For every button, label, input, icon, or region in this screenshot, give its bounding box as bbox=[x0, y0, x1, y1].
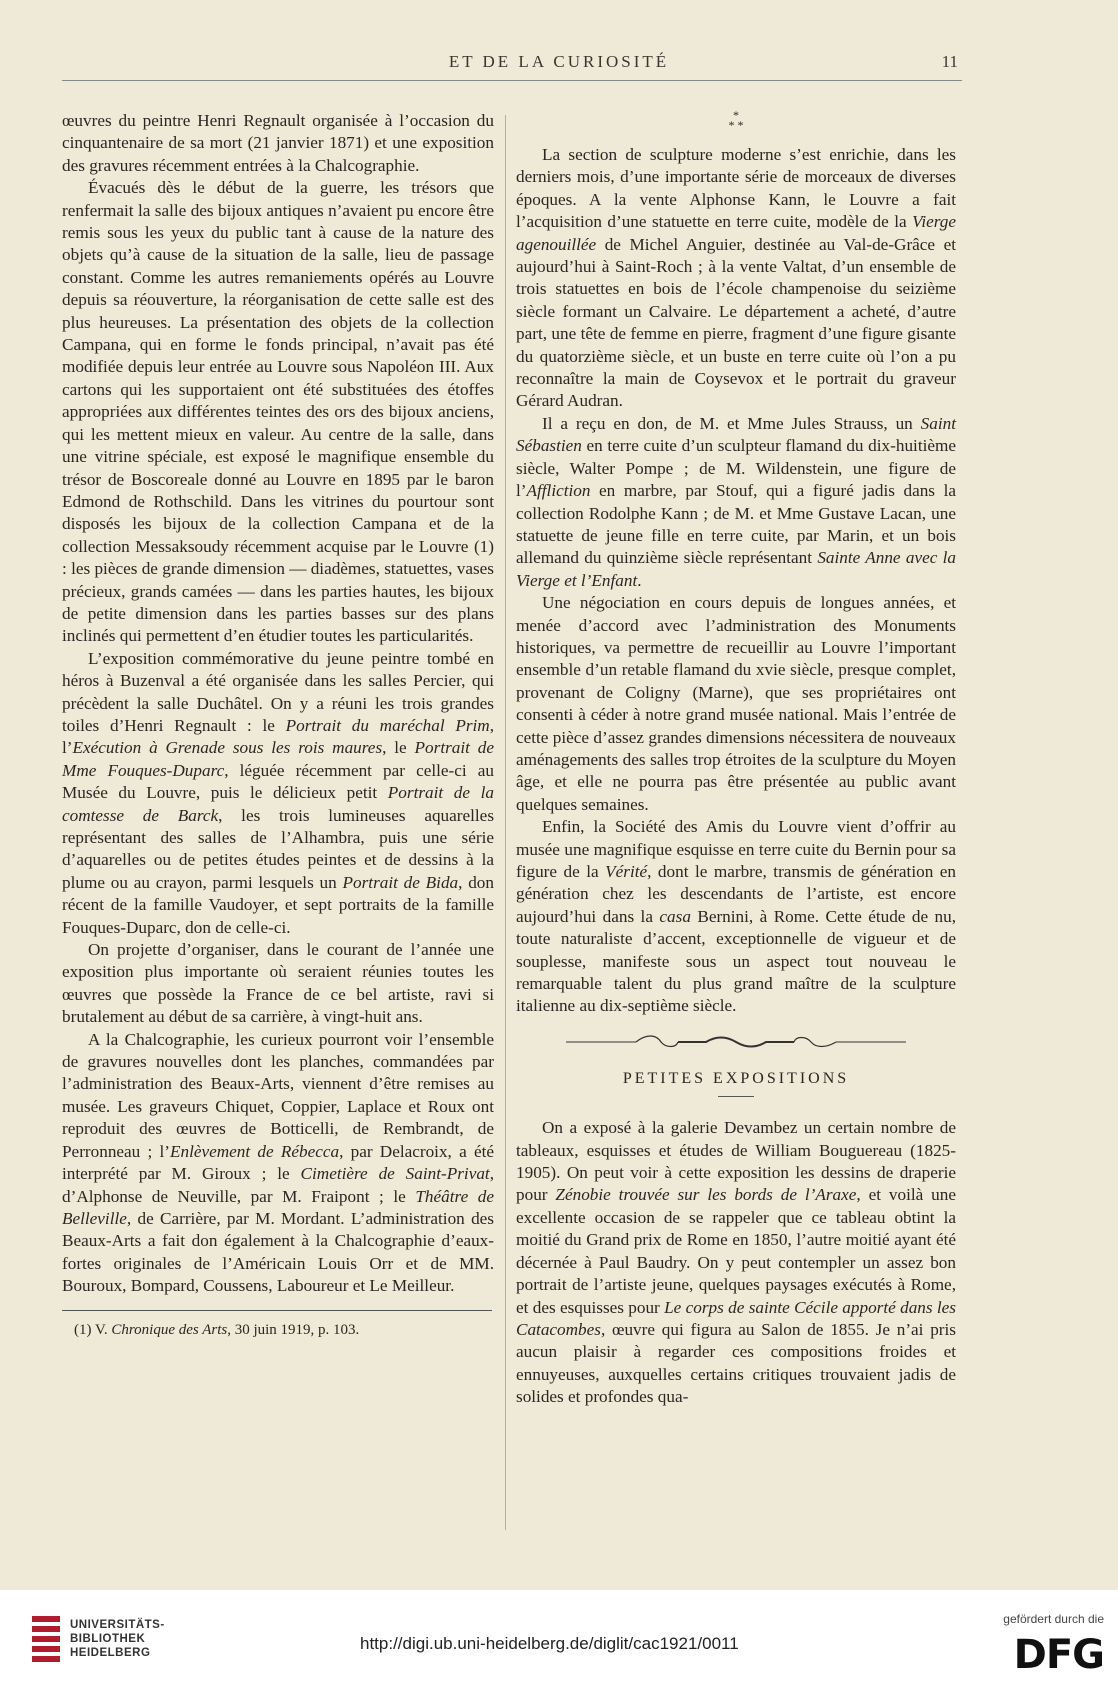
right-column bbox=[516, 110, 956, 1409]
paragraph: On a exposé à la galerie Devambez un certain nombre de tableaux, esquisses et études de William Bouguereau (1825-1905). On peut voir à cette exposition les dessins de draperie pour Zénobie trouvée sur les bords de l’Araxe, et voilà une excellente occasion de se rappeler que ce tableau obtint la moitié du Grand prix de Rome en 1850, l’autre moitié ayant été décernée à Paul Baudry. On y peut contempler un assez bon portrait de l’artiste jeune, quelques paysages exécutés à Rome, et des esquisses pour Le corps de sainte Cécile apporté dans les Catacombes, œuvre qui figura au Salon de 1855. Je n’ai pris aucun plaisir à regarder ces compositions froides et ennuyeuses, auxquelles certains critiques trouvaient jadis de solides et profondes qua- bbox=[516, 1118, 956, 1407]
paragraph: A la Chalcographie, les curieux pourront voir l’ensemble de gravures nouvelles dont les planches, commandées par l’administration des Beaux-Arts, viennent d’être remises au musée. Les graveurs Chiquet, Coppier, Laplace et Roux ont reproduit des œuvres de Botticelli, de Rembrandt, de Perronneau ; l’Enlèvement de Rébecca, par Delacroix, a été interprété par M. Giroux ; le Cimetière de Saint-Privat, d’Alphonse de Neuville, par M. Fraipont ; le Théâtre de Belleville, de Carrière, par M. Mordant. L’administration des Beaux-Arts a fait don également à la Chalcographie d’eaux-fortes originales de l’Américain Louis Orr et de MM. Bouroux, Bompard, Coussens, Laboureur et Le Meilleur. bbox=[62, 1029, 494, 1296]
title-rule bbox=[718, 1096, 754, 1097]
running-head: ET DE LA CURIOSITÉ bbox=[448, 52, 670, 71]
ornament-divider bbox=[516, 1030, 956, 1058]
library-name: UNIVERSITÄTS- BIBLIOTHEK HEIDELBERG bbox=[70, 1619, 165, 1659]
footnote: (1) V. Chronique des Arts, 30 juin 1919, p. 103. bbox=[74, 1321, 360, 1338]
header-rule bbox=[62, 80, 962, 81]
asterism: * * * bbox=[728, 108, 744, 132]
column-divider bbox=[505, 115, 506, 1530]
paragraph: L’exposition commémorative du jeune peintre tombé en héros à Buzenval a été organisée dans les salles Percier, qui précèdent la salle Duchâtel. On y a réuni les trois grandes toiles d’Henri Regnault : le Portrait du maréchal Prim, l’Exécution à Grenade sous les rois maures, le Portrait de Mme Fouques-Duparc, léguée récemment par celle-ci au Musée du Louvre, puis le délicieux petit Portrait de la comtesse de Barck, les trois lumineuses aquarelles représentant des salles de l’Alhambra, puis une série d’aquarelles ou de petites études peintes et de dessins à la plume ou au crayon, parmi lesquels un Portrait de Bida, don récent de la famille Vaudoyer, et sept portraits de la famille Fouques-Duparc, don de celle-ci. bbox=[62, 648, 495, 937]
paragraph: Enfin, la Société des Amis du Louvre vient d’offrir au musée une magnifique esquisse en terre cuite du Bernin pour sa figure de la Vérité, dont le marbre, transmis de génération en génération chez les descendants de l’artiste, est encore aujourd’hui dans la casa Bernini, à Rome. Cette étude de nu, toute naturaliste d’accent, exceptionnelle de vigueur et de souplesse, manifeste sous un aspect tout nouveau le remarquable talent du plus grand maître de la sculpture italienne au dix-septième siècle. bbox=[516, 817, 956, 1016]
page-number: 11 bbox=[941, 52, 958, 71]
permalink-url[interactable]: http://digi.ub.uni-heidelberg.de/diglit/cac1921/0011 bbox=[360, 1634, 739, 1653]
paragraph: Une négociation en cours depuis de longues années, et menée d’accord avec l’administration des Monuments historiques, va permettre de recueillir au Louvre l’important ensemble d’un retable flamand du xvie siècle, presque complet, provenant de Coligny (Marne), que ses propriétaires ont consenti à céder à notre grand musée national. Mais l’entrée de cette pièce d’assez grandes dimensions nécessitera de nouveaux aménagements des salles trop étroites de la sculpture du Moyen âge, et elle ne pourra pas être présentée au public avant quelques semaines. bbox=[516, 593, 956, 814]
paragraph: On projette d’organiser, dans le courant de l’année une exposition plus importante où seraient réunies toutes les œuvres que possède la France de ce bel artiste, ravi si brutalement au début de sa carrière, à vingt-huit ans. bbox=[62, 940, 494, 1027]
footnote-rule bbox=[62, 1310, 492, 1311]
paragraph: La section de sculpture moderne s’est enrichie, dans les derniers mois, d’une importante série de morceaux de diverses époques. A la vente Alphonse Kann, le Louvre a fait l’acquisition d’une statuette en terre cuite, modèle de la Vierge agenouillée de Michel Anguier, destinée au Val-de-Grâce et aujourd’hui à Saint-Roch ; à la vente Valtat, d’un ensemble de trois statuettes en bois de l’école champenoise du seizième siècle formant un Calvaire. Le département a acheté, d’autre part, une tête de femme en pierre, fragment d’une figure gisante du quatorzième siècle, et un buste en terre cuite où l’on a pu reconnaître la main de Coysevox et le portrait du graveur Gérard Audran. bbox=[516, 145, 956, 411]
library-logo-icon bbox=[30, 1610, 62, 1670]
paragraph: Il a reçu en don, de M. et Mme Jules Strauss, un Saint Sébastien en terre cuite d’un sculpteur flamand du dix-huitième siècle, Walter Pompe ; de M. Wildenstein, une figure de l’Affliction en marbre, par Stouf, qui a figuré jadis dans la collection Rodolphe Kann ; de M. et Mme Gustave Lacan, une statuette de jeune fille en terre cuite, par Marin, et un bois allemand du quinzième siècle représentant Sainte Anne avec la Vierge et l’Enfant. bbox=[516, 413, 956, 590]
funding-label: gefördert durch die bbox=[1003, 1612, 1104, 1626]
left-column bbox=[62, 110, 494, 1341]
dfg-logo: DFG bbox=[1013, 1632, 1104, 1678]
paragraph: Évacués dès le début de la guerre, les trésors que renfermait la salle des bijoux antiques n’avaient pu encore être remis sous les yeux du public tant à cause de la nature des objets qu’à cause de la situation de la salle, lieu de passage constant. Comme les autres remaniements opérés au Louvre depuis sa réouverture, la réorganisation de cette salle est des plus heureuses. La présentation des objets de la collection Campana, qui en forme le fonds principal, n’avait pas été modifiée depuis leur entrée au Louvre sous Napoléon III. Aux cartons qui les supportaient ont été substituées des étoffes appropriées aux différentes teintes des ors des bijoux anciens, qui les mettent mieux en valeur. Au centre de la salle, dans une vitrine spéciale, est exposé le magnifique ensemble du trésor de Boscoreale donné au Louvre en 1895 par le baron Edmond de Rothschild. Dans les vitrines du pourtour sont disposés les bijoux de la collection Campana et de la collection Messaksoudy récemment acquise par le Louvre (1) : les pièces de grande dimension — diadèmes, statuettes, vases précieux, grands camées — dans les parties hautes, les bijoux de petite dimension dans les parties basses sur des plans inclinés qui permettent d’en étudier toutes les particularités. bbox=[62, 178, 494, 646]
section-title: PETITES EXPOSITIONS bbox=[622, 1069, 850, 1087]
viewer-footer bbox=[0, 1590, 1118, 1684]
paragraph: œuvres du peintre Henri Regnault organisée à l’occasion du cinquantenaire de sa mort (21 janvier 1871) et une exposition des gravures récemment entrées à la Chalcographie. bbox=[62, 111, 494, 175]
